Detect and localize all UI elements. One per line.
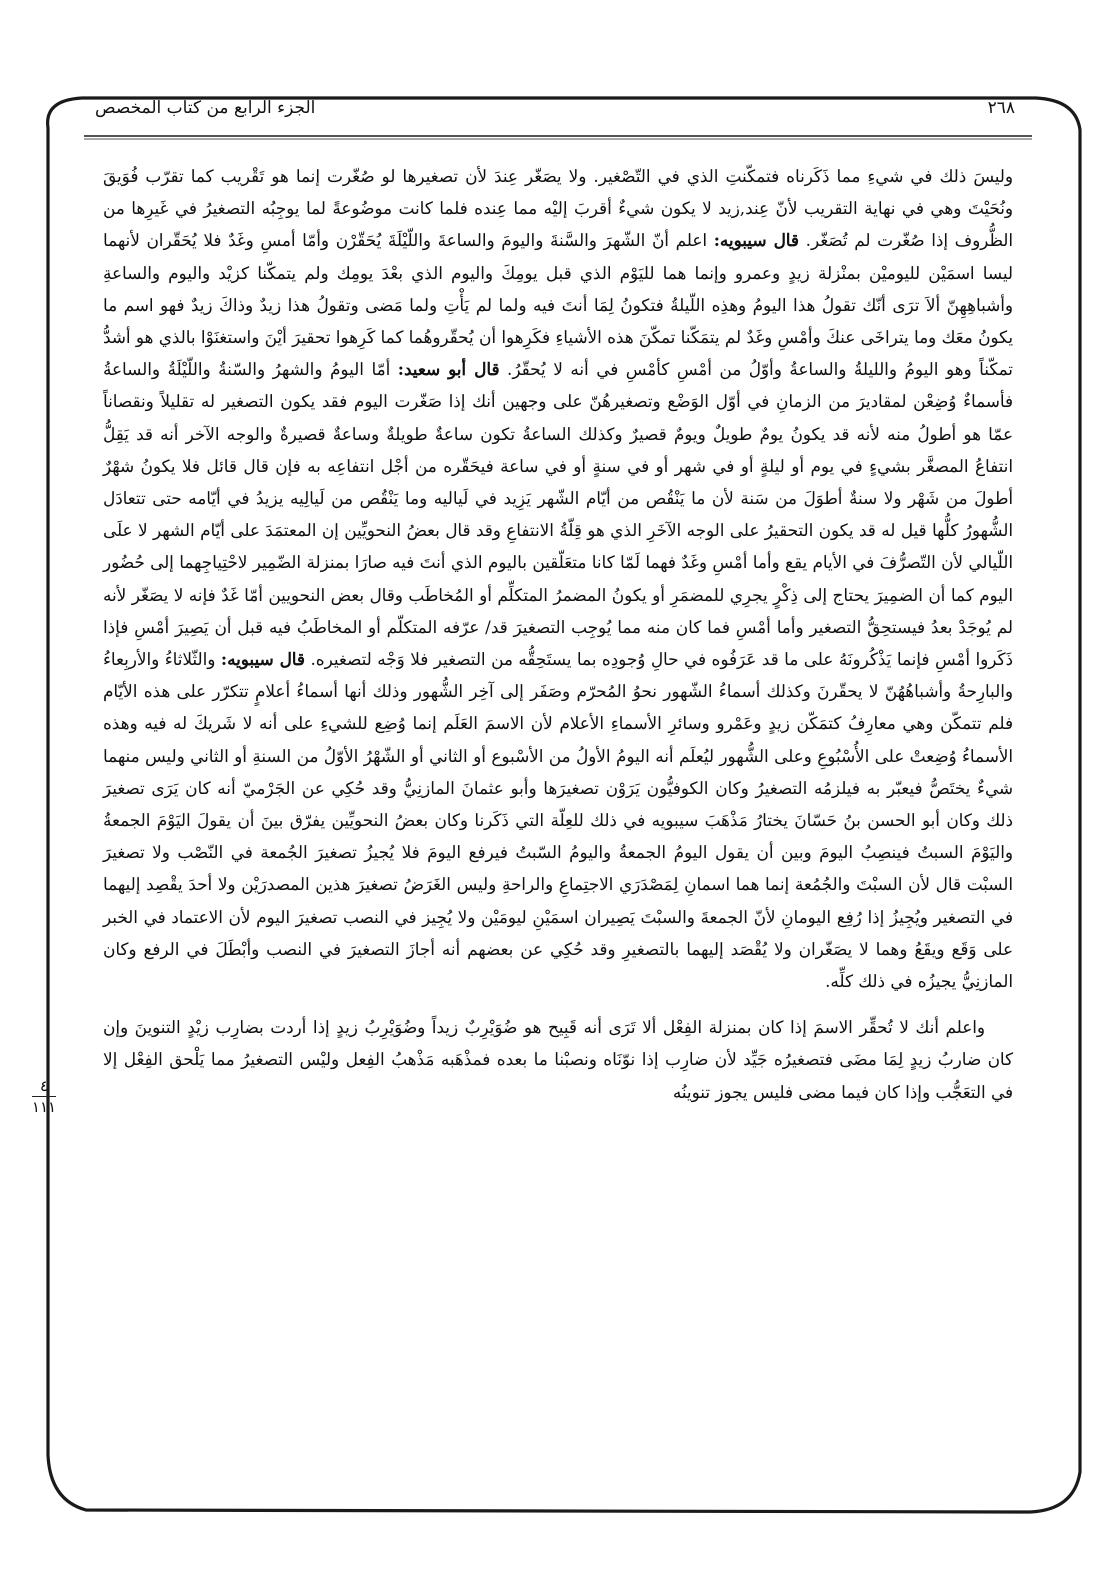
text-segment: وليسَ ذلك في شيءِ مما ذَكَرناه فتمكّنتِ الذي في التّصْغير. ولا يصَغّر عِندَ لأن تصغيرها لو صُغّرت إنما هو تَقْريب كما تقرّب فُوَيقَ ونُحَيْتَ وهي في نهاية التقريب لأنّ عِند,زيد لا يكون شيءٌ أقربَ إليْه مما عِنده فلما كانت موضُوعةً لما يوجِبُه التصغيرُ في غَيرِها من الظُّروف إذا صُغّرت لم تُصَغّر. bbox=[103, 166, 1013, 251]
margin-folio-bottom: ١١١ bbox=[31, 1098, 57, 1116]
text-segment: والثّلاثاءُ والأربِعاءُ والبارِحةُ وأشباهُهُنّ لا يحقّرنَ وكذلك أسماءُ الشّهور نحوُ المُحرّم وصَفَر إلى آخِر الشُّهور وذلك أنها أسماءُ أعلامٍ تتكرّر على هذه الأيّام فلم تتمكّن وهي معارِفُ كتمَكّن زيدٍ وعَمْرو وسائرِ الأسماءِ الأعلام لأن الاسمَ العَلَم إنما وُضِع للشيءِ على أنه لا شَريكَ له فيه وهذه الأسماءُ وُضِعتْ على الأُسْبُوعِ وعلى الشُّهور ليُعلَم أنه اليومُ الأولُ من الأسْبوع أو الثاني أو الشّهْرُ الأوّلُ من السنةِ أو الثاني وليس منهما شيءٌ يختَصُّ فيعبّر به فيلزمُه التصغيرُ وكان الكوفيُّون يَرَوْن تصغيرَها وأبو عثمانَ المازنِيُّ وقد حُكِي عن الجَرْميّ أنه كان يَرَى تصغيرَ ذلك وكان أبو الحسن بنُ حَسّانَ يختارُ مَذْهَبَ سيبويه في ذلك للعِلّة التي ذَكَرنا وكان بعضُ النحويِّين يفرّق بينَ أن يقولَ اليَوْمَ الجمعةُ واليَوْمَ السبتُ فينصِبُ اليومَ وبين أن يقول اليومُ الجمعةُ واليومُ السّبتُ فيرفع اليومَ فلا يُجيزُ تصغيرَ الجُمعة في النّصْب ولا تصغيرَ السبْت قال لأن السبْتَ والجُمُعة إنما هما اسمانِ لِمَصْدَرَي الاجتِماعِ والراحةِ وليس الغَرَضُ تصغيرَ هذين المصدرَيْن ولا أحدَ يقْصِد إليهما في التصغير ويُجِيزُ إذا رُفِع اليومانِ لأنّ الجمعةَ والسبْتَ يَصِيران اسمَيْنِ ليومَيْن ولا يُجِيز في النصب تصغيرَ اليوم لأن الاعتماد في الخبر على وَقَع ويقَعُ وهما لا يصَغّران ولا يُقْصَد إليهما بالتصغيرِ وقد حُكِي عن بعضهم أنه أجازَ التصغيرَ في النصب وأبْطَلَ في الرفع وكان المازنِيُّ يجيزُه في ذلك كلِّه. bbox=[103, 649, 1013, 992]
paragraph-2: واعلم أنك لا تُحقِّر الاسمَ إذا كان بمنزلة الفِعْل ألا تَرَى أنه قَبِيح هو ضُوَيْرِبٌ زيداً وضُوَيْرِبُ زيدٍ إذا أردت بضارِب زيْدٍ التنوينَ وإن كان ضاربُ زيدٍ لِمَا مضَى فتصغيرُه جَيِّد لأن ضارِب إذا نوّنَاه ونصبْنا ما بعده فمذْهَبه مَذْهبُ الفِعل وليْس التصغيرُ مما يَلْحق الفِعْل إلا في التعَجُّب وإذا كان فيما مضى فليس يجوز تنوينُه bbox=[103, 1017, 1013, 1102]
margin-folio-top: ٤ bbox=[39, 1077, 49, 1095]
margin-folio-rule bbox=[32, 1096, 56, 1097]
main-text bbox=[103, 160, 1013, 1108]
text-segment: أمّا اليومُ والشهرُ والسّنةُ واللّيْلَةُ والساعةُ فأسماءٌ وُضِعْن لمقاديرَ من الزمانِ في أوّل الوَضْع وتصغيرهُنّ على وجهين أنك إذا صَغّرت اليوم فقد يكون التصغير له تقليلاً ونقصاناً عمّا هو أطولُ منه لأنه قد يكونُ يومٌ طويلٌ ويومٌ قصيرٌ وكذلك الساعةُ تكون ساعةٌ طويلةٌ وساعةٌ قصيرةٌ والوجه الآخر أنه قد يَقِلُّ انتفاعُ المصغَّر بشيءٍ في يوم أو ليلةٍ أو في شهر أو في سنةٍ أو في ساعة فيحَقّره من أجْل انتفاعِه به فإن قال قائل فلا يكونُ شهْرٌ أطولَ من شَهْر ولا سنةٌ أطوَلَ من سَنة لأن ما يَنْقُص من أيّام الشّهر يَزِيد في لَياليه وما يَنْقُص من لَيالِيه يزيدُ في أيّامه حتى تتعادَل الشُّهورُ كلُّها قيل له قد يكون التحقيرُ على الوجه الآخَرِ الذي هو قِلّةُ الانتفاعِ وقد قال بعضُ النحويِّين إن المعتمَدَ على أيّام الشهر لا علَى اللّيالي لأن التّصرُّفَ في الأيام يقع وأما أمْسِ وغَدٌ فهما لَمّا كانا متعَلّقين باليوم الذي أنتَ فيه صارَا بمنزلة الضّمِير لاحْتِياجِهما إلى حُضُور اليوم كما أن الضمِيرَ يحتاج إلى ذِكْرٍ يجرِي للمضمَرِ أو يكونُ المضمرُ المتكلِّم أو المُخاطَب وقال بعض النحويين أمّا غَدٌ فإنه لا يصَغّر لأنه لم يُوجَدْ بعدُ فيستحِقُّ التصغير وأما أمْسِ فما كان منه مما يُوجِب التصغيرَ قد/ عرّفه المتكلّم أو المخاطَبُ فيه قبل أن يَصِيرَ أمْسِ فإذا ذَكَروا أمْسِ فإنما يَذْكُرونَهُ على ما قد عَرَفُوه في حالِ وُجودِه بما يستَحِقُّه من التصغير فلا وَجْه لتصغيره. bbox=[103, 359, 1013, 670]
paragraph-1 bbox=[103, 160, 1013, 997]
running-title: الجزء الرابع من كتاب المخصص bbox=[95, 98, 316, 118]
speaker-label-sibawayh: قال سيبويه: bbox=[713, 230, 799, 251]
text-segment: اعلم أنّ الشّهرَ والسَّنةَ واليومَ والساعةَ واللّيْلَةَ يُحَقّرْن وأمّا أمسِ وغَدٌ فلا يُحَقّران لأنهما ليسا اسمَيْن لليوميْن بمنْزلة زيدٍ وعمرو وإنما هما لليَوْم الذي قبل يومِكَ واليوم الذي بعْدَ يومِك ولم يتمكّنا كزيْد واليوم والساعةِ وأشباهِهِنّ ألاَ ترَى أنّك تقولُ هذا اليومُ وهذِه اللّيلةُ فتكونُ لِمَا أنتَ فيه ولما لم يَأْتِ ولما مَضى وتقولُ هذا زيدٌ وذاكَ زيدٌ فهو اسم ما يكونُ معَك وما يتراخَى عنكَ وأمْسِ وغَدٌ لم يتمَكّنا تمكّنَ هذه الأشياءِ فكَرِهوا أن يُحقّروهُما كما كَرِهوا تحقيرَ أيْنَ واستغنَوْا بالذي هو أشدُّ تمكّناً وهو اليومُ والليلةُ والساعةُ وأوّلُ من أمْسِ كأمْسِ في أنه لا يُحقّرُ. bbox=[103, 230, 1013, 380]
speaker-label-sibawayh-2: قال سيبويه: bbox=[220, 649, 305, 670]
speaker-label-abu-said: قال أبو سعيد: bbox=[397, 359, 500, 380]
page-number: ٢٦٨ bbox=[987, 98, 1015, 118]
margin-folio-reference bbox=[24, 1078, 64, 1115]
page-header bbox=[95, 98, 1015, 128]
